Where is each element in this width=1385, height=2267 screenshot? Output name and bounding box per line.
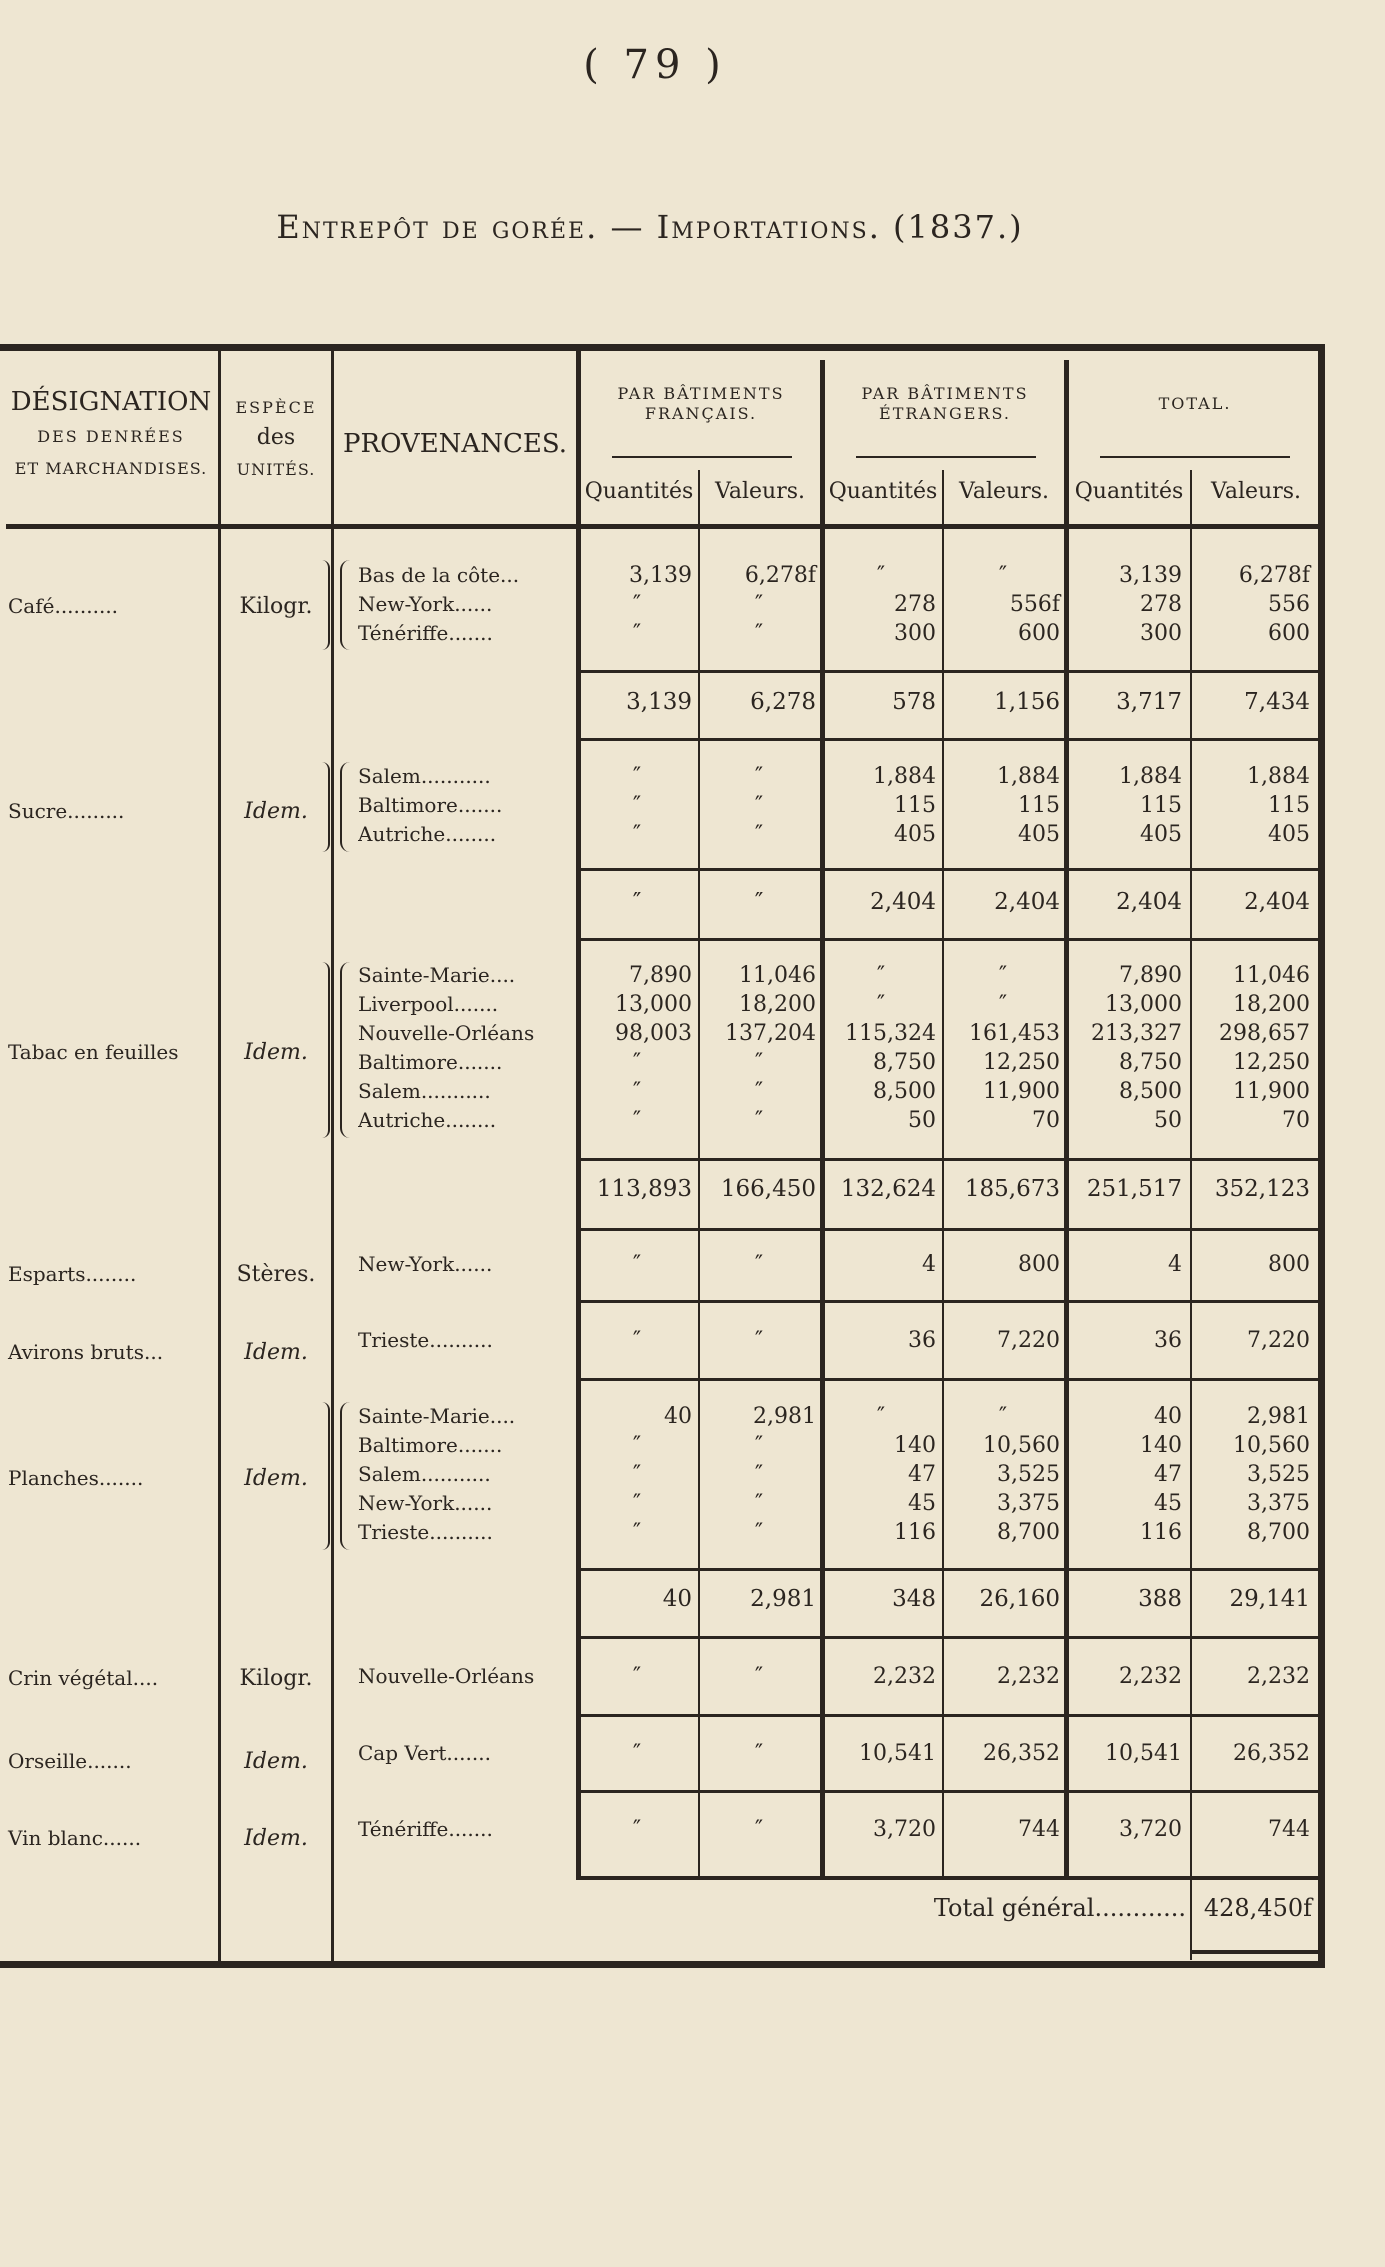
subtotal-cell: 29,141	[1229, 1586, 1310, 1612]
subtotal-cell: 26,160	[979, 1586, 1060, 1612]
table-cell: 8,500	[873, 1079, 936, 1104]
header-underline	[1100, 456, 1290, 458]
col-divider	[1190, 470, 1192, 1960]
table-cell: ″	[754, 1664, 764, 1689]
table-cell: ″	[754, 1050, 764, 1075]
subtotal-cell: 3,139	[626, 689, 692, 715]
table-cell: 2,232	[873, 1664, 936, 1689]
group-rule	[580, 738, 1320, 741]
provenance-label: Sainte-Marie....	[358, 963, 516, 987]
designation-name: Crin végétal....	[8, 1666, 159, 1690]
table-cell: 1,884	[997, 764, 1060, 789]
designation-name: Planches.......	[8, 1466, 144, 1490]
table-cell: 3,375	[997, 1491, 1060, 1516]
subtotal-cell: 2,404	[994, 889, 1060, 915]
subtotal-cell: 348	[892, 1586, 936, 1612]
table-cell: 50	[908, 1108, 936, 1133]
provenance-label: New-York......	[358, 1491, 493, 1515]
table-cell: 12,250	[983, 1050, 1060, 1075]
table-cell: ″	[632, 1252, 642, 1277]
header-et-q: Quantités	[828, 479, 938, 504]
table-cell: ″	[632, 1491, 642, 1516]
table-cell: 8,700	[997, 1520, 1060, 1545]
table-cell: ″	[632, 764, 642, 789]
table-cell: 18,200	[739, 992, 816, 1017]
table-cell: ″	[754, 1079, 764, 1104]
table-cell: 4	[1168, 1252, 1182, 1277]
table-cell: 116	[894, 1520, 936, 1545]
table-cell: 11,900	[1233, 1079, 1310, 1104]
table-cell: 3,139	[629, 563, 692, 588]
table-cell: 7,220	[997, 1328, 1060, 1353]
header-espece	[222, 398, 330, 480]
header-designation-2: DES DENRÉES	[37, 426, 185, 446]
group-brace	[340, 962, 350, 1138]
table-cell: ″	[998, 1404, 1008, 1429]
table-cell: 2,232	[1119, 1664, 1182, 1689]
table-cell: 140	[894, 1433, 936, 1458]
provenance-label: Autriche........	[358, 822, 497, 846]
subtotal-cell: 7,434	[1244, 689, 1310, 715]
designation-unit: Idem.	[244, 1749, 308, 1774]
designation-unit: Idem.	[244, 1466, 308, 1491]
table-cell: ″	[754, 1491, 764, 1516]
group-rule	[580, 1300, 1320, 1303]
header-et-2: ÉTRANGERS.	[879, 404, 1011, 423]
header-total-q: Quantités	[1074, 479, 1184, 504]
designation-name: Esparts........	[8, 1262, 137, 1286]
provenance-label: New-York......	[358, 592, 493, 616]
provenance-label: Cap Vert.......	[358, 1741, 491, 1765]
provenance-label: Nouvelle-Orléans	[358, 1664, 535, 1688]
table-cell: 47	[1154, 1462, 1182, 1487]
table-cell: 36	[1154, 1328, 1182, 1353]
provenance-label: Liverpool.......	[358, 992, 499, 1016]
provenance-label: Baltimore.......	[358, 1050, 503, 1074]
designation-unit: Idem.	[244, 1826, 308, 1851]
table-cell: 556f	[1009, 592, 1060, 617]
table-cell: 70	[1282, 1108, 1310, 1133]
table-cell: 50	[1154, 1108, 1182, 1133]
table-cell: 278	[894, 592, 936, 617]
group-brace	[340, 762, 350, 852]
table-cell: ″	[754, 1328, 764, 1353]
total-general-value: 428,450f	[1203, 1894, 1312, 1922]
table-cell: 2,232	[997, 1664, 1060, 1689]
table-cell: 40	[664, 1404, 692, 1429]
col-divider	[698, 470, 700, 1880]
table-cell: 3,720	[1119, 1817, 1182, 1842]
table-cell: 405	[1018, 822, 1060, 847]
total-rule	[1190, 1950, 1320, 1954]
table-cell: 744	[1268, 1817, 1310, 1842]
provenance-label: Baltimore.......	[358, 793, 503, 817]
provenance-label: Salem...........	[358, 1079, 491, 1103]
table-cell: 47	[908, 1462, 936, 1487]
table-cell: ″	[632, 1741, 642, 1766]
table-cell: 2,232	[1247, 1664, 1310, 1689]
table-cell: 3,525	[997, 1462, 1060, 1487]
subtotal-cell: 2,981	[750, 1586, 816, 1612]
table-cell: 36	[908, 1328, 936, 1353]
provenance-label: Autriche........	[358, 1108, 497, 1132]
table-cell: ″	[876, 963, 886, 988]
designation-name: Avirons bruts...	[8, 1340, 164, 1364]
provenance-label: Baltimore.......	[358, 1433, 503, 1457]
table-cell: ″	[754, 1108, 764, 1133]
table-cell: 7,890	[1119, 963, 1182, 988]
header-designation	[6, 386, 216, 479]
table-cell: 116	[1140, 1520, 1182, 1545]
designation-unit: Idem.	[244, 1040, 308, 1065]
header-et-1: PAR BÂTIMENTS	[861, 384, 1029, 403]
subtotal-cell: 132,624	[840, 1176, 936, 1202]
table-cell: 40	[1154, 1404, 1182, 1429]
header-rule	[6, 524, 1320, 529]
table-cell: 405	[1268, 822, 1310, 847]
table-cell: 12,250	[1233, 1050, 1310, 1075]
table-cell: ″	[632, 621, 642, 646]
designation-unit: Kilogr.	[239, 1666, 313, 1691]
table-cell: 140	[1140, 1433, 1182, 1458]
table-cell: 10,541	[1105, 1741, 1182, 1766]
table-cell: 18,200	[1233, 992, 1310, 1017]
col-divider	[576, 350, 581, 1880]
provenance-label: Ténériffe.......	[358, 621, 493, 645]
table-cell: 11,900	[983, 1079, 1060, 1104]
table-cell: 2,981	[1247, 1404, 1310, 1429]
table-cell: ″	[632, 1817, 642, 1842]
table-cell: 4	[922, 1252, 936, 1277]
table-cell: 10,560	[983, 1433, 1060, 1458]
col-divider	[820, 360, 825, 1880]
subtotal-cell: 2,404	[870, 889, 936, 915]
table-cell: 1,884	[873, 764, 936, 789]
col-divider	[331, 350, 334, 1962]
group-rule	[580, 868, 1320, 871]
table-cell: ″	[632, 1050, 642, 1075]
table-cell: 3,139	[1119, 563, 1182, 588]
designation-unit: Kilogr.	[239, 594, 313, 619]
unit-brace	[322, 1402, 330, 1550]
table-cell: 300	[894, 621, 936, 646]
subtotal-cell: 388	[1138, 1586, 1182, 1612]
subtotal-cell: 2,404	[1244, 889, 1310, 915]
table-cell: ″	[754, 1462, 764, 1487]
table-cell: 556	[1268, 592, 1310, 617]
header-espece-2: des	[256, 425, 296, 450]
table-cell: 8,700	[1247, 1520, 1310, 1545]
subtotal-cell: 166,450	[720, 1176, 816, 1202]
table-cell: ″	[632, 1079, 642, 1104]
designation-unit: Idem.	[244, 1340, 308, 1365]
table-cell: 10,541	[859, 1741, 936, 1766]
table-cell: 7,220	[1247, 1328, 1310, 1353]
group-brace	[340, 560, 350, 650]
table-cell: ″	[754, 764, 764, 789]
provenance-label: Sainte-Marie....	[358, 1404, 516, 1428]
subtotal-cell: 185,673	[964, 1176, 1060, 1202]
group-rule	[580, 670, 1320, 673]
group-rule	[580, 1876, 1320, 1880]
subtotal-cell: 113,893	[596, 1176, 692, 1202]
unit-brace	[322, 762, 330, 852]
table-cell: 6,278f	[744, 563, 816, 588]
subtotal-cell: 352,123	[1214, 1176, 1310, 1202]
col-divider	[1064, 360, 1069, 1880]
header-fr-q: Quantités	[584, 479, 694, 504]
provenance-label: Salem...........	[358, 1462, 491, 1486]
subtotal-cell: ″	[632, 889, 642, 915]
unit-brace	[322, 560, 330, 650]
table-cell: 115	[1018, 793, 1060, 818]
table-cell: 7,890	[629, 963, 692, 988]
subtotal-cell: 40	[662, 1586, 692, 1612]
table-cell: ″	[754, 621, 764, 646]
header-underline	[612, 456, 792, 458]
header-fr-v: Valeurs.	[714, 479, 805, 504]
table-cell: 800	[1268, 1252, 1310, 1277]
table-cell: ″	[754, 592, 764, 617]
header-et-v: Valeurs.	[958, 479, 1049, 504]
table-cell: 744	[1018, 1817, 1060, 1842]
provenance-label: Bas de la côte...	[358, 563, 520, 587]
provenance-label: Ténériffe.......	[358, 1817, 493, 1841]
group-rule	[580, 1158, 1320, 1161]
table-cell: 115	[894, 793, 936, 818]
table-cell: 11,046	[1233, 963, 1310, 988]
header-designation-1: DÉSIGNATION	[10, 387, 212, 417]
table-cell: 2,981	[753, 1404, 816, 1429]
table-cell: 45	[1154, 1491, 1182, 1516]
header-provenances: PROVENANCES.	[343, 429, 567, 459]
table-cell: 1,884	[1119, 764, 1182, 789]
table-cell: ″	[876, 563, 886, 588]
subtotal-cell: 2,404	[1116, 889, 1182, 915]
group-rule	[580, 1228, 1320, 1231]
col-divider	[218, 350, 221, 1962]
table-cell: 161,453	[969, 1021, 1060, 1046]
table-cell: 115	[1268, 793, 1310, 818]
page-number: ( 79 )	[583, 42, 727, 88]
header-total: TOTAL.	[1158, 394, 1232, 413]
designation-name: Café..........	[8, 594, 119, 618]
provenance-label: New-York......	[358, 1252, 493, 1276]
group-rule	[580, 1714, 1320, 1717]
header-total-v: Valeurs.	[1210, 479, 1301, 504]
header-underline	[856, 456, 1036, 458]
table-cell: 8,500	[1119, 1079, 1182, 1104]
provenance-label: Trieste..........	[358, 1520, 493, 1544]
table-cell: ″	[632, 1328, 642, 1353]
table-cell: 137,204	[725, 1021, 816, 1046]
unit-brace	[322, 962, 330, 1138]
table-cell: 10,560	[1233, 1433, 1310, 1458]
table-cell: 3,375	[1247, 1491, 1310, 1516]
table-cell: ″	[876, 1404, 886, 1429]
header-espece-1: ESPÈCE	[235, 398, 317, 417]
table-cell: 298,657	[1219, 1021, 1310, 1046]
header-espece-3: UNITÉS.	[236, 459, 316, 479]
table-cell: 1,884	[1247, 764, 1310, 789]
table-cell: 26,352	[983, 1741, 1060, 1766]
header-fr	[582, 384, 820, 424]
table-cell: ″	[876, 992, 886, 1017]
table-cell: 6,278f	[1238, 563, 1310, 588]
table-cell: ″	[754, 1433, 764, 1458]
table-cell: ″	[632, 1108, 642, 1133]
subtotal-cell: 578	[892, 689, 936, 715]
group-rule	[580, 1568, 1320, 1571]
provenance-label: Nouvelle-Orléans	[358, 1021, 535, 1045]
table-cell: 13,000	[615, 992, 692, 1017]
header-fr-1: PAR BÂTIMENTS	[617, 384, 785, 403]
provenance-label: Salem...........	[358, 764, 491, 788]
table-cell: 600	[1018, 621, 1060, 646]
subtotal-cell: 3,717	[1116, 689, 1182, 715]
table-cell: 278	[1140, 592, 1182, 617]
table-cell: ″	[754, 1520, 764, 1545]
table-cell: ″	[632, 1462, 642, 1487]
header-fr-2: FRANÇAIS.	[644, 404, 758, 423]
table-cell: ″	[632, 1433, 642, 1458]
table-cell: 213,327	[1091, 1021, 1182, 1046]
designation-name: Sucre.........	[8, 799, 125, 823]
table-cell: ″	[754, 1741, 764, 1766]
header-et	[826, 384, 1064, 424]
total-general-label: Total général............	[933, 1894, 1186, 1922]
designation-unit: Stères.	[236, 1262, 316, 1287]
table-cell: 26,352	[1233, 1741, 1310, 1766]
group-rule	[580, 1378, 1320, 1381]
table-cell: 3,525	[1247, 1462, 1310, 1487]
subtotal-cell: 251,517	[1086, 1176, 1182, 1202]
table-cell: 115	[1140, 793, 1182, 818]
table-cell: 405	[894, 822, 936, 847]
table-cell: 11,046	[739, 963, 816, 988]
table-cell: 115,324	[845, 1021, 936, 1046]
group-rule	[580, 1790, 1320, 1793]
table-cell: 300	[1140, 621, 1182, 646]
subtotal-cell: 6,278	[750, 689, 816, 715]
table-cell: 800	[1018, 1252, 1060, 1277]
table-cell: 600	[1268, 621, 1310, 646]
table-cell: ″	[632, 592, 642, 617]
header-designation-3: ET MARCHANDISES.	[14, 458, 208, 478]
table-cell: ″	[632, 1520, 642, 1545]
subtotal-cell: ″	[754, 889, 764, 915]
designation-name: Vin blanc......	[8, 1826, 142, 1850]
table-cell: 98,003	[615, 1021, 692, 1046]
designation-unit: Idem.	[244, 799, 308, 824]
table-cell: ″	[754, 1817, 764, 1842]
designation-name: Tabac en feuilles	[8, 1040, 179, 1064]
table-cell: 45	[908, 1491, 936, 1516]
table-cell: 3,720	[873, 1817, 936, 1842]
col-divider	[942, 470, 944, 1880]
table-cell: ″	[632, 822, 642, 847]
group-brace	[340, 1402, 350, 1550]
group-rule	[580, 1636, 1320, 1639]
table-cell: ″	[998, 563, 1008, 588]
table-cell: 405	[1140, 822, 1182, 847]
table-cell: ″	[754, 793, 764, 818]
table-cell: 8,750	[1119, 1050, 1182, 1075]
table-cell: ″	[998, 992, 1008, 1017]
designation-name: Orseille.......	[8, 1749, 132, 1773]
table-cell: ″	[632, 1664, 642, 1689]
table-cell: 8,750	[873, 1050, 936, 1075]
table-cell: ″	[754, 822, 764, 847]
subtotal-cell: 1,156	[994, 689, 1060, 715]
table-cell: 70	[1032, 1108, 1060, 1133]
group-rule	[580, 938, 1320, 941]
provenance-label: Trieste..........	[358, 1328, 493, 1352]
table-cell: 13,000	[1105, 992, 1182, 1017]
page-title: Entrepôt de gorée. — Importations. (1837.)	[276, 208, 1024, 246]
table-cell: ″	[998, 963, 1008, 988]
table-cell: ″	[632, 793, 642, 818]
table-cell: ″	[754, 1252, 764, 1277]
